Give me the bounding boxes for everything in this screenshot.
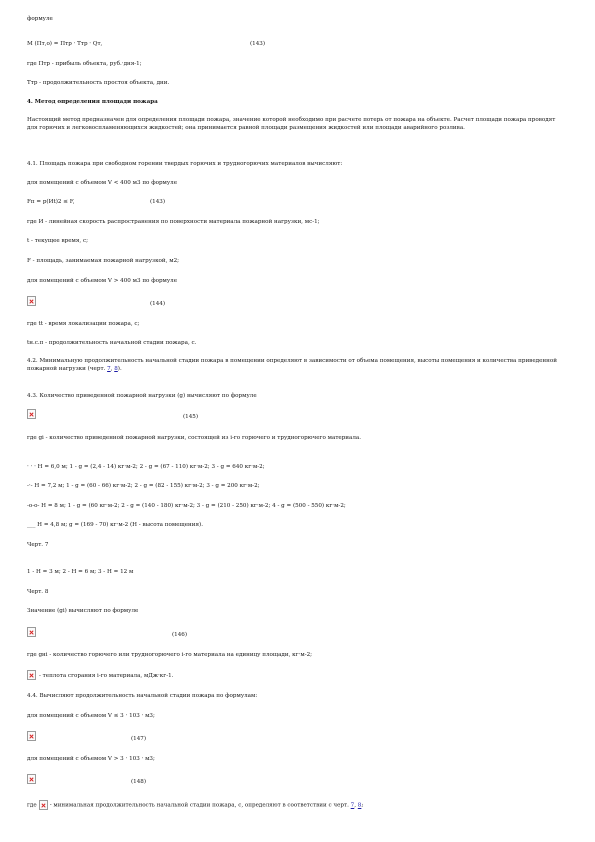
text-line: Значение (gi) вычисляют по формуле	[27, 608, 139, 614]
equation-number: (146)	[172, 632, 188, 638]
broken-image-icon	[27, 627, 36, 637]
text-end: ;	[361, 802, 364, 809]
equation-number: (147)	[131, 736, 147, 742]
link-figure-7[interactable]: 7	[350, 802, 355, 809]
text-line: Ттр - продолжительность простоя объекта, дни.	[27, 80, 170, 86]
text-line: t - текущее время, с;	[27, 238, 88, 244]
paragraph-text: ).	[117, 365, 122, 372]
text-line: 4.1. Площадь пожара при свободном горении твердых горючих и трудногорючих материалов вычисляют:	[27, 161, 343, 167]
text-line: формуле	[27, 16, 53, 22]
text-line: F - площадь, занимаемая пожарной нагрузкой, м2;	[27, 258, 180, 264]
legend-line: ___ H = 4,8 м; g = (169 - 70) кг·м-2 (H - высота помещения).	[27, 522, 203, 528]
legend-line: -·- H = 7,2 м; 1 - g = (60 - 66) кг·м-2; 2 - g = (82 - 155) кг·м-2; 3 - g = 200 кг·м-2;	[27, 483, 260, 489]
formula-143b: Fп = p(Иt)2 ≤ F,	[27, 199, 75, 205]
text-line: где Птр - прибыль объекта, руб.·дня-1;	[27, 61, 142, 67]
broken-image-icon	[39, 800, 48, 810]
paragraph: Настоящий метод предназначен для определения площади пожара, значение которой необходимо при расчете потерь от пожара на объекте. Расчет площади пожара проводят для горючих и легковоспламеняющихся жидкостей; она принимается равной площади размещения жидкостей или площади аварийного розлива.	[27, 117, 556, 131]
text-prefix: где	[27, 802, 37, 809]
text-line: 4.4. Вычисляют продолжительность начальной стадии пожара по формулам:	[27, 693, 258, 699]
equation-number: (143)	[250, 41, 266, 47]
link-figure-8[interactable]: 8	[357, 802, 362, 809]
broken-image-icon	[27, 774, 36, 784]
section-heading: 4. Метод определения площади пожара	[27, 99, 158, 105]
legend-line: 1 - H = 3 м; 2 - H = 6 м; 3 - H = 12 м	[27, 569, 134, 575]
text-body: - минимальная продолжительность начальной стадии пожара, с, определяют в соответствии с черт.	[49, 802, 351, 809]
paragraph	[27, 358, 565, 373]
text-line: где И - линейная скорость распространения по поверхности материала пожарной нагрузки, мс-1;	[27, 219, 320, 225]
broken-image-icon	[27, 409, 36, 419]
text-line	[27, 800, 363, 810]
legend-line: · · · H = 6,0 м; 1 - g = (2,4 - 14) кг·м-2; 2 - g = (67 - 110) кг·м-2; 3 - g = 640 кг·м-2;	[27, 464, 265, 470]
text-line: для помещений с объемом V > 3 · 103 · м3;	[27, 756, 155, 762]
separator: ,	[354, 802, 358, 809]
text-line: - теплота сгорания i-го материала, мДж·кг-1.	[39, 673, 174, 679]
figure-caption: Черт. 8	[27, 589, 49, 595]
paragraph-text: 4.2. Минимальную продолжительность начальной стадии пожара в помещении определяют в зависимости от объема помещения, высоты помещения и количества приведенной пожарной нагрузки (черт.	[27, 358, 557, 372]
equation-number: (143)	[150, 199, 166, 205]
text-line: для помещений с объемом V ≤ 3 · 103 · м3;	[27, 713, 155, 719]
separator: ,	[110, 365, 115, 372]
link-figure-8[interactable]: 8	[114, 365, 118, 372]
text-line: для помещений с объемом V < 400 м3 по формуле	[27, 180, 178, 186]
text-line: tн.с.п - продолжительность начальной стадии пожара, с.	[27, 340, 197, 346]
text-line: где gні - количество горючего или трудногорючего i-го материала на единицу площади, кг·м-2;	[27, 652, 313, 658]
text-line: 4.3. Количество приведенной пожарной нагрузки (g) вычисляют по формуле	[27, 393, 257, 399]
equation-number: (144)	[150, 301, 166, 307]
equation-number: (148)	[131, 779, 147, 785]
link-figure-7[interactable]: 7	[107, 365, 111, 372]
text-line: для помещений с объемом V > 400 м3 по формуле	[27, 278, 178, 284]
text-line: где gi - количество приведенной пожарной нагрузки, состоящей из i-го горючего и трудногорючего материала.	[27, 435, 362, 441]
equation-number: (145)	[183, 414, 199, 420]
broken-image-icon	[27, 670, 36, 680]
legend-line: -o-o- H = 8 м; 1 - g = (60 кг·м-2; 2 - g = (140 - 180) кг·м-2; 3 - g = (210 - 250) кг·м-2; 4 - g = (500 - 550) кг·м-2;	[27, 503, 346, 509]
broken-image-icon	[27, 731, 36, 741]
figure-caption: Черт. 7	[27, 542, 49, 548]
text-line: где tt - время локализации пожара, с;	[27, 321, 140, 327]
broken-image-icon	[27, 296, 36, 306]
formula-143: M (Пт,о) = Птр · Ттр · Qт,	[27, 41, 103, 47]
